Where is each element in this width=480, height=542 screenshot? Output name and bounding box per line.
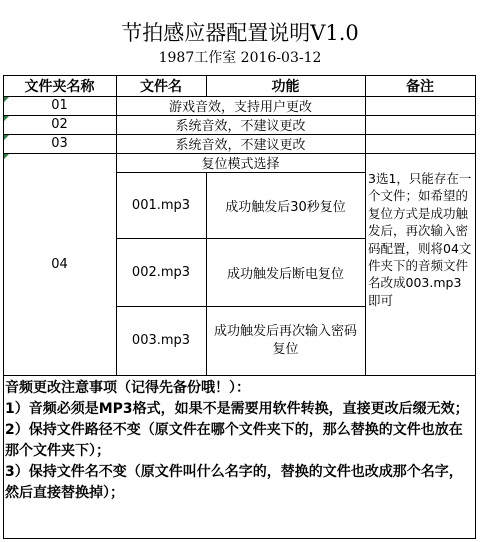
folder-cell: 04: [51, 256, 68, 272]
grid-line: [3, 134, 476, 135]
grid-line: [3, 75, 476, 76]
grid-line: [3, 538, 476, 539]
notes-heading: 音频更改注意事项（记得先备份哦！）：: [5, 380, 250, 396]
file-cell: 002.mp3: [131, 264, 191, 280]
grid-line: [116, 75, 117, 97]
grid-line: [3, 153, 476, 154]
cell-marker-icon: [4, 116, 9, 121]
function-cell: 成功触发后断电复位: [226, 266, 344, 282]
folder-cell: 01: [51, 98, 68, 113]
note-item: 2）保持文件路径不变（原文件在哪个文件夹下的，那么替换的文件也放在那个文件夹下）；: [5, 422, 463, 459]
function-cell: 系统音效，不建议更改: [175, 119, 306, 134]
header-note: 备注: [406, 79, 434, 95]
header-function: 功能: [271, 79, 300, 95]
grid-line: [3, 96, 476, 97]
function-cell: 游戏音效，支持用户更改: [168, 100, 312, 115]
function-cell: 系统音效，不建议更改: [175, 138, 306, 153]
grid-line: [206, 172, 207, 375]
note-item: 3）保持文件名不变（原文件叫什么名字的，替换的文件也改成那个名字，然后直接替换掉）；: [5, 464, 463, 501]
grid-line: [116, 238, 365, 239]
grid-line: [116, 172, 365, 173]
cell-marker-icon: [4, 135, 9, 140]
header-file: 文件名: [140, 79, 182, 95]
grid-line: [116, 306, 365, 307]
document-subtitle: 1987工作室 2016-03-12: [158, 50, 322, 66]
function-cell: 成功触发后再次输入密码复位: [213, 323, 357, 357]
grid-line: [3, 75, 4, 539]
function-cell: 成功触发后30秒复位: [225, 199, 346, 215]
note-item: 1）音频必须是MP3格式，如果不是需要用软件转换，直接更改后缀无效；: [5, 401, 469, 417]
document-title: 节拍感应器配置说明V1.0: [121, 21, 359, 45]
cell-marker-icon: [4, 97, 9, 102]
file-cell: 001.mp3: [131, 197, 191, 213]
note-cell: 3选1，只能存在一个文件；如希望的复位方式是成功触发后，再次输入密码配置，则将04文件夹下的音频文件名改成003.mp3即可: [368, 171, 472, 308]
folder-cell: 02: [51, 117, 68, 132]
cell-marker-icon: [4, 154, 9, 159]
folder-cell: 03: [51, 136, 68, 151]
grid-line: [475, 75, 476, 539]
notes-section: [5, 378, 475, 504]
grid-line: [116, 96, 117, 153]
reset-mode-heading: 复位模式选择: [201, 157, 280, 172]
grid-line: [3, 115, 476, 116]
grid-line: [116, 153, 117, 375]
header-folder: 文件夹名称: [24, 79, 95, 95]
grid-line: [3, 375, 476, 376]
grid-line: [365, 75, 366, 375]
grid-line: [206, 75, 207, 97]
file-cell: 003.mp3: [131, 333, 191, 348]
